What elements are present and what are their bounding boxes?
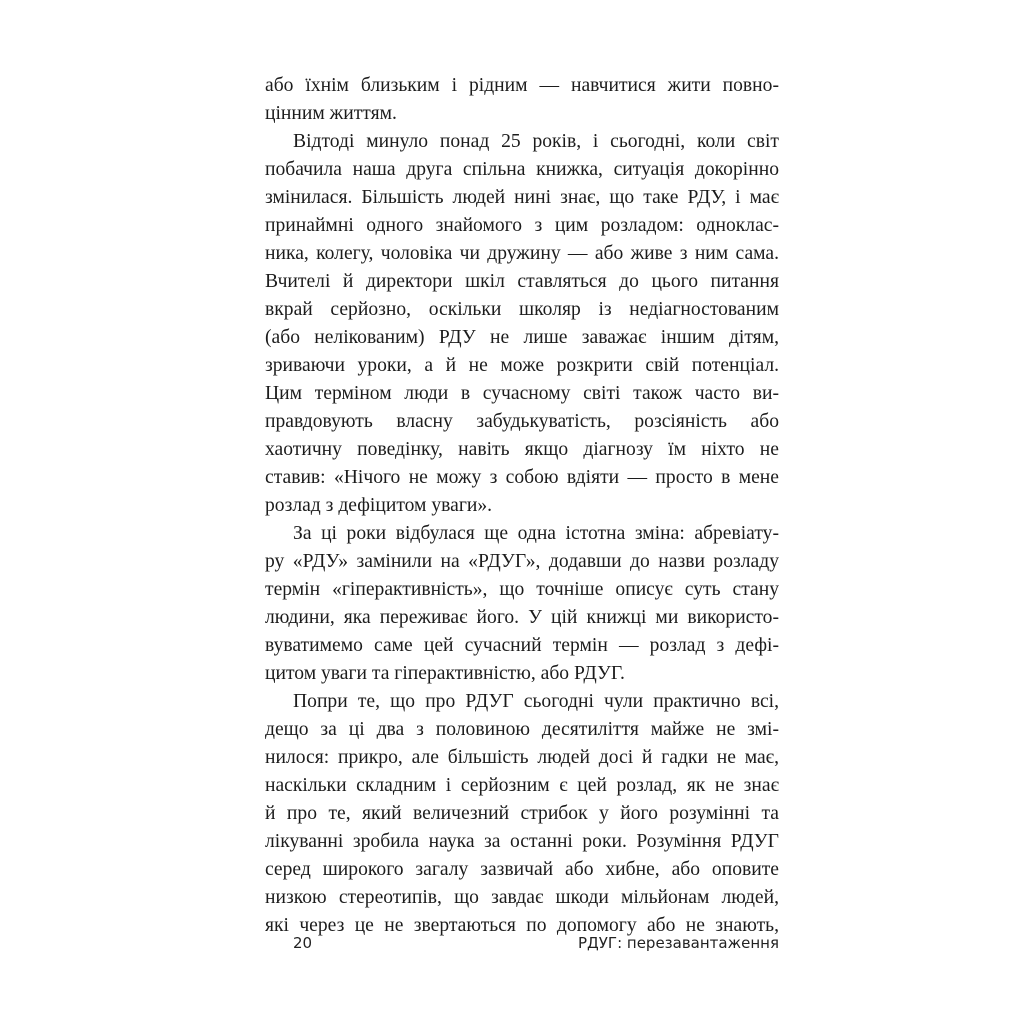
text-line: вкрай серйозно, оскільки школяр із недіагностованим xyxy=(265,299,779,320)
text-line: побачила наша друга спільна книжка, ситуація докорінно xyxy=(265,159,779,180)
text-line: зриваючи уроки, а й не може розкрити свій потенціал. xyxy=(265,355,779,376)
text-line: які через це не звертаються по допомогу або не знають, xyxy=(265,915,779,936)
running-title: РДУГ: перезавантаження xyxy=(578,934,779,952)
text-line: змінилася. Більшість людей нині знає, що таке РДУ, і має xyxy=(265,187,779,208)
text-line: Попри те, що про РДУГ сьогодні чули практично всі, xyxy=(293,691,779,712)
text-line: За ці роки відбулася ще одна істотна зміна: абревіату- xyxy=(293,523,779,544)
text-line: нилося: прикро, але більшість людей досі й гадки не має, xyxy=(265,747,779,768)
text-line: Цим терміном люди в сучасному світі також часто ви- xyxy=(265,383,779,404)
text-line: й про те, який величезний стрибок у його розумінні та xyxy=(265,803,779,824)
text-line: цитом уваги та гіперактивністю, або РДУГ. xyxy=(265,663,625,684)
text-line: правдовують власну забудькуватість, розсіяність або xyxy=(265,411,779,432)
text-line: цінним життям. xyxy=(265,103,397,124)
text-line: Відтоді минуло понад 25 років, і сьогодні, коли світ xyxy=(293,131,779,152)
text-line: ника, колегу, чоловіка чи дружину — або живе з ним сама. xyxy=(265,243,779,264)
page-body xyxy=(265,72,779,940)
text-line: (або нелікованим) РДУ не лише заважає іншим дітям, xyxy=(265,327,779,348)
text-line: серед широкого загалу зазвичай або хибне, або оповите xyxy=(265,859,779,880)
text-line: наскільки складним і серйозним є цей розлад, як не знає xyxy=(265,775,779,796)
text-line: або їхнім близьким і рідним — навчитися жити повно- xyxy=(265,75,779,96)
text-line: вуватимемо саме цей сучасний термін — розлад з дефі- xyxy=(265,635,779,656)
text-line: термін «гіперактивність», що точніше описує суть стану xyxy=(265,579,779,600)
text-line: лікуванні зробила наука за останні роки. Розуміння РДУГ xyxy=(265,831,779,852)
page-footer xyxy=(265,934,779,960)
text-line: розлад з дефіцитом уваги». xyxy=(265,495,493,516)
text-line: низкою стереотипів, що завдає шкоди мільйонам людей, xyxy=(265,887,779,908)
text-line: принаймні одного знайомого з цим розладом: однoклас- xyxy=(265,215,779,236)
page-number: 20 xyxy=(293,934,313,952)
text-line: людини, яка переживає його. У цій книжці ми використо- xyxy=(265,607,779,628)
text-line: ру «РДУ» замінили на «РДУГ», додавши до назви розладу xyxy=(265,551,779,572)
text-line: дещо за ці два з половиною десятиліття майже не змі- xyxy=(265,719,779,740)
text-line: хаотичну поведінку, навіть якщо діагнозу їм ніхто не xyxy=(265,439,779,460)
text-line: ставив: «Нічого не можу з собою вдіяти — просто в мене xyxy=(265,467,779,488)
text-line: Вчителі й директори шкіл ставляться до цього питання xyxy=(265,271,779,292)
